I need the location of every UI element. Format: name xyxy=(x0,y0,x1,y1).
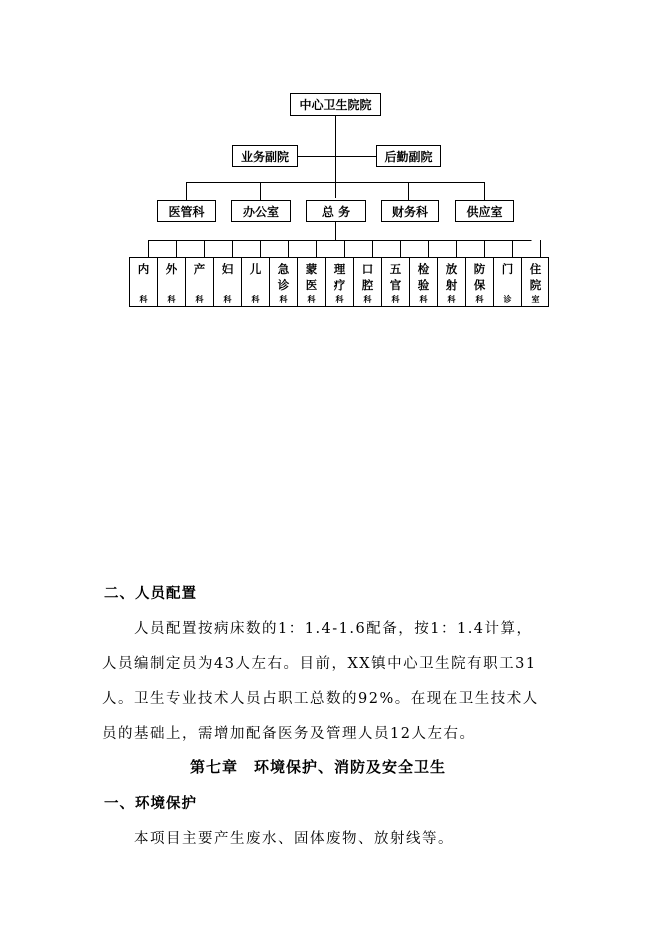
department-name-2: 腔 xyxy=(361,278,374,292)
org-top-label: 中心卫生院院 xyxy=(299,98,372,112)
department-name-2: 验 xyxy=(417,278,430,292)
office-label: 医管科 xyxy=(168,204,205,219)
department-suffix: 科 xyxy=(307,294,316,304)
department-box xyxy=(465,257,493,307)
staff-para-line: 人员编制定员为43人左右。目前，XX镇中心卫生院有职工31 xyxy=(102,656,537,672)
department-suffix: 科 xyxy=(419,294,428,304)
department-name-1: 儿 xyxy=(249,262,262,276)
section-env-heading: 一、环境保护 xyxy=(104,795,197,812)
department-name-1: 口 xyxy=(361,262,374,276)
department-name-1: 放 xyxy=(445,262,458,276)
office-affairs xyxy=(306,200,366,222)
org-top-box xyxy=(290,93,381,116)
department-suffix: 诊 xyxy=(503,294,512,304)
department-box xyxy=(325,257,353,307)
department-name-1: 门 xyxy=(501,262,514,276)
department-name-2: 疗 xyxy=(333,278,346,292)
org-deputy-logistics xyxy=(376,145,441,167)
department-suffix: 科 xyxy=(447,294,456,304)
department-box xyxy=(493,257,521,307)
department-suffix: 科 xyxy=(363,294,372,304)
department-name-1: 住 xyxy=(529,262,542,276)
staff-para-line: 员的基础上，需增加配备医务及管理人员12人左右。 xyxy=(102,726,476,742)
office-label: 办公室 xyxy=(242,204,279,219)
department-box xyxy=(437,257,465,307)
department-suffix: 科 xyxy=(279,294,288,304)
department-suffix: 科 xyxy=(167,294,176,304)
department-box xyxy=(409,257,437,307)
department-name-2: 保 xyxy=(473,278,486,292)
office-label: 财务科 xyxy=(391,204,428,219)
department-name-1: 产 xyxy=(193,262,206,276)
department-suffix: 科 xyxy=(139,294,148,304)
department-name-1: 检 xyxy=(417,262,430,276)
department-name-2: 医 xyxy=(305,278,318,292)
department-suffix: 科 xyxy=(475,294,484,304)
department-name-1: 急 xyxy=(277,262,290,276)
department-name-1: 蒙 xyxy=(305,262,318,276)
department-suffix: 科 xyxy=(335,294,344,304)
office-label: 总 务 xyxy=(321,204,351,219)
department-name-1: 理 xyxy=(333,262,346,276)
department-box xyxy=(241,257,269,307)
env-para-line: 本项目主要产生废水、固体废物、放射线等。 xyxy=(134,831,454,847)
staff-para-line: 人员配置按病床数的1：1.4-1.6配备，按1：1.4计算， xyxy=(134,621,533,637)
department-suffix: 科 xyxy=(223,294,232,304)
office-general xyxy=(231,200,291,222)
department-name-1: 内 xyxy=(137,262,150,276)
deputy-label: 业务副院 xyxy=(240,149,289,164)
department-name-1: 防 xyxy=(473,262,486,276)
org-deputy-business xyxy=(232,145,298,167)
section-staff-heading: 二、人员配置 xyxy=(104,585,197,602)
department-box xyxy=(269,257,297,307)
department-row-right-border xyxy=(548,257,549,307)
department-name-1: 妇 xyxy=(221,262,234,276)
department-suffix: 室 xyxy=(531,294,540,304)
department-name-1: 外 xyxy=(165,262,178,276)
office-medical-admin xyxy=(157,200,216,222)
chapter-title: 第七章 环境保护、消防及安全卫生 xyxy=(190,758,447,776)
department-suffix: 科 xyxy=(251,294,260,304)
department-box xyxy=(157,257,185,307)
office-label: 供应室 xyxy=(466,204,503,219)
department-name-2: 院 xyxy=(529,278,542,292)
department-name-2: 诊 xyxy=(277,278,290,292)
department-suffix: 科 xyxy=(391,294,400,304)
department-suffix: 科 xyxy=(195,294,204,304)
department-name-2: 射 xyxy=(445,278,458,292)
department-box xyxy=(353,257,381,307)
department-box xyxy=(381,257,409,307)
deputy-label: 后勤副院 xyxy=(384,149,433,164)
department-box xyxy=(185,257,213,307)
department-box xyxy=(521,257,549,307)
staff-para-line: 人。卫生专业技术人员占职工总数的92%。在现在卫生技术人 xyxy=(102,691,539,707)
department-box xyxy=(129,257,157,307)
department-name-1: 五 xyxy=(389,262,402,276)
department-name-2: 官 xyxy=(389,278,402,292)
office-supply xyxy=(455,200,514,222)
department-box xyxy=(297,257,325,307)
department-box xyxy=(213,257,241,307)
office-finance xyxy=(381,200,439,222)
